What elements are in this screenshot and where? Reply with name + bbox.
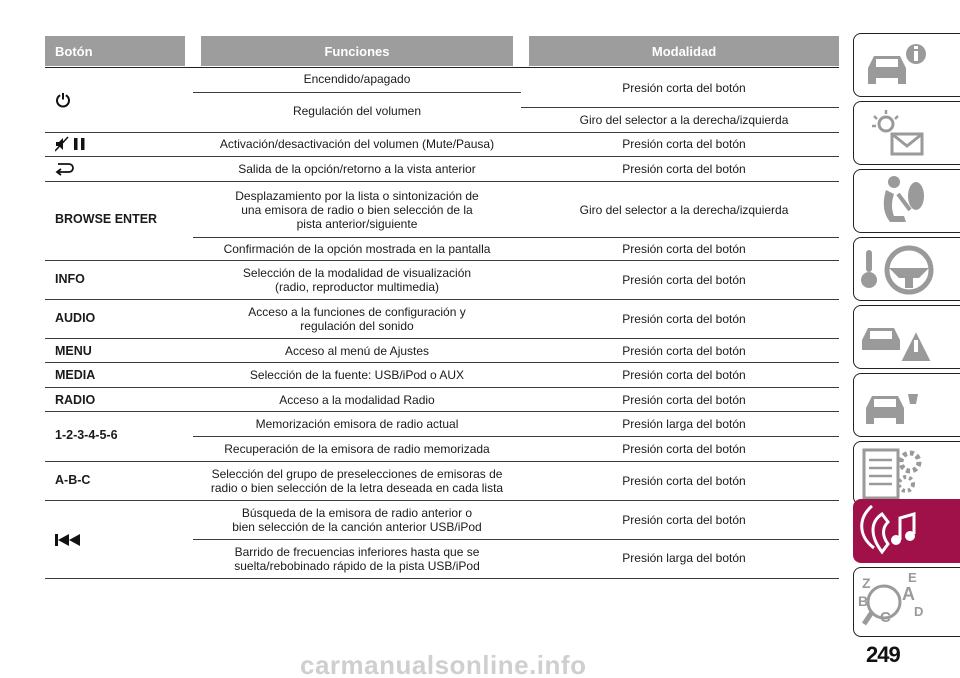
key-steering-wheel-icon xyxy=(854,238,960,302)
technical-data-icon xyxy=(854,442,960,506)
info-function: Selección de la modalidad de visualización (radio, reproductor multimedia) xyxy=(242,266,472,294)
back-arrow-icon xyxy=(45,157,195,181)
power-mode-1: Presión corta del botón xyxy=(622,81,746,95)
seat-airbag-icon xyxy=(854,170,960,234)
svg-text:Z: Z xyxy=(862,575,871,591)
svg-text:A: A xyxy=(902,584,915,604)
tab-technical-data[interactable] xyxy=(853,441,960,505)
back-mode: Presión corta del botón xyxy=(622,162,746,176)
header-functions: Funciones xyxy=(201,36,513,66)
prev-function-2: Barrido de frecuencias inferiores hasta que se suelta/rebobinado rápido de la pista USB/iPod xyxy=(234,545,480,573)
media-label: MEDIA xyxy=(55,368,96,382)
power-function-1: Encendido/apagado xyxy=(303,72,411,86)
svg-text:D: D xyxy=(914,604,924,619)
radio-mode: Presión corta del botón xyxy=(622,392,746,407)
car-maintenance-icon xyxy=(854,374,960,438)
browse-function-1: Desplazamiento por la lista o sintonización de una emisora de radio o bien selección de la pista anterior/siguiente xyxy=(235,189,479,231)
tab-key-steering[interactable] xyxy=(853,237,960,301)
audio-mode: Presión corta del botón xyxy=(622,312,746,326)
divider xyxy=(193,92,521,93)
alphabetical-index-icon xyxy=(854,568,960,638)
page-number: 249 xyxy=(866,642,900,667)
header-button: Botón xyxy=(45,36,185,66)
car-info-icon xyxy=(854,34,960,98)
emergency-car-icon xyxy=(854,306,960,370)
power-function-2: Regulación del volumen xyxy=(292,104,422,118)
back-function: Salida de la opción/retorno a la vista anterior xyxy=(238,162,476,176)
tab-car-info[interactable] xyxy=(853,33,960,97)
browse-mode-1: Giro del selector a la derecha/izquierda xyxy=(579,203,789,217)
svg-text:E: E xyxy=(908,570,917,585)
info-label: INFO xyxy=(55,272,85,286)
tab-warning-lights[interactable] xyxy=(853,101,960,165)
tab-maintenance[interactable] xyxy=(853,373,960,437)
tab-emergency[interactable] xyxy=(853,305,960,369)
power-button-icon xyxy=(45,68,195,132)
abc-function: Selección del grupo de preselecciones de emisoras de radio o bien selección de la letra deseada en cada lista xyxy=(210,467,504,495)
mute-pause-icon xyxy=(45,133,195,155)
previous-track-icon xyxy=(45,501,195,579)
presets-mode-1: Presión larga del botón xyxy=(622,417,746,431)
browse-enter-label: BROWSE ENTER xyxy=(55,212,158,226)
menu-label: MENU xyxy=(55,343,92,358)
power-mode-2: Giro del selector a la derecha/izquierda xyxy=(579,113,789,127)
multimedia-icon xyxy=(854,500,960,564)
browse-mode-2: Presión corta del botón xyxy=(622,242,746,256)
watermark: carmanualsonline.info xyxy=(300,650,587,678)
prev-mode-1: Presión corta del botón xyxy=(622,513,746,527)
tab-index[interactable] xyxy=(853,567,960,637)
menu-function: Acceso al menú de Ajustes xyxy=(284,343,430,358)
tab-seat-airbag[interactable] xyxy=(853,169,960,233)
svg-text:B: B xyxy=(858,593,869,609)
media-mode: Presión corta del botón xyxy=(622,368,746,382)
radio-function: Acceso a la modalidad Radio xyxy=(279,392,435,407)
browse-function-2: Confirmación de la opción mostrada en la pantalla xyxy=(223,242,491,256)
header-mode: Modalidad xyxy=(529,36,839,66)
radio-label: RADIO xyxy=(55,392,96,407)
presets-mode-2: Presión corta del botón xyxy=(622,442,746,456)
divider xyxy=(521,107,839,108)
prev-mode-2: Presión larga del botón xyxy=(622,551,746,565)
presets-function-1: Memorización emisora de radio actual xyxy=(255,417,459,431)
presets-function-2: Recuperación de la emisora de radio memorizada xyxy=(224,442,490,456)
mute-mode: Presión corta del botón xyxy=(622,137,746,151)
svg-text:C: C xyxy=(880,609,891,626)
presets-label: 1-2-3-4-5-6 xyxy=(55,428,118,442)
tab-multimedia[interactable] xyxy=(853,499,960,563)
warning-lights-icon xyxy=(854,102,960,166)
menu-mode: Presión corta del botón xyxy=(622,343,746,358)
table-header xyxy=(45,36,839,68)
abc-label: A-B-C xyxy=(55,473,91,487)
row-rule xyxy=(45,578,839,579)
mute-function: Activación/desactivación del volumen (Mute/Pausa) xyxy=(219,137,495,151)
audio-function: Acceso a la funciones de configuración y regulación del sonido xyxy=(248,305,466,333)
audio-label: AUDIO xyxy=(55,311,96,325)
prev-function-1: Búsqueda de la emisora de radio anterior o bien selección de la canción anterior USB/iPod xyxy=(232,506,482,534)
media-function: Selección de la fuente: USB/iPod o AUX xyxy=(249,368,465,382)
info-mode: Presión corta del botón xyxy=(622,273,746,287)
abc-mode: Presión corta del botón xyxy=(622,474,746,488)
